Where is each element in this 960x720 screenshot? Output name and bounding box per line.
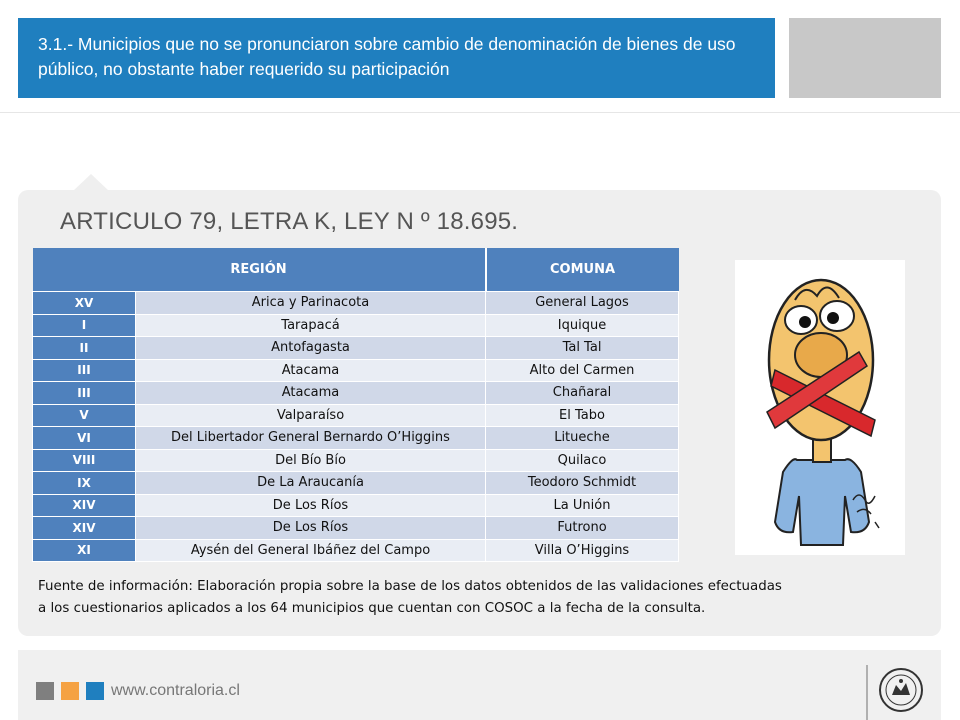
region-name: Valparaíso (136, 404, 486, 427)
region-name: Del Bío Bío (136, 449, 486, 472)
region-name: Aysén del General Ibáñez del Campo (136, 539, 486, 562)
comuna-name: El Tabo (486, 404, 679, 427)
table-row (33, 359, 679, 382)
table-row (33, 517, 679, 540)
gagged-man-cartoon (735, 260, 905, 555)
table-row (33, 382, 679, 405)
region-name: Antofagasta (136, 337, 486, 360)
cartoon-illustration (735, 260, 905, 555)
comuna-name: Tal Tal (486, 337, 679, 360)
region-name: De Los Ríos (136, 494, 486, 517)
table-row (33, 449, 679, 472)
header-region: REGIÓN (33, 248, 486, 292)
region-code: III (33, 359, 136, 382)
region-name: Atacama (136, 359, 486, 382)
footer-divider (866, 665, 868, 720)
region-name: De Los Ríos (136, 517, 486, 540)
header-divider (0, 112, 960, 113)
source-note (38, 576, 898, 620)
slide-title: 3.1.- Municipios que no se pronunciaron sobre cambio de denominación de bienes de uso público, no obstante haber requerido su participación (38, 34, 736, 79)
region-name: Tarapacá (136, 314, 486, 337)
region-name: Del Libertador General Bernardo O’Higgins (136, 427, 486, 450)
table-row (33, 292, 679, 315)
panel-notch (73, 174, 109, 191)
slide-title-box (18, 18, 775, 98)
comuna-name: Villa O’Higgins (486, 539, 679, 562)
region-code: XIV (33, 517, 136, 540)
comuna-name: Teodoro Schmidt (486, 472, 679, 495)
source-line-2: a los cuestionarios aplicados a los 64 municipios que cuentan con COSOC a la fecha de la consulta. (38, 601, 706, 616)
comuna-name: Iquique (486, 314, 679, 337)
region-code: II (33, 337, 136, 360)
comuna-name: Alto del Carmen (486, 359, 679, 382)
table-row (33, 337, 679, 360)
region-code: V (33, 404, 136, 427)
footer-bar (18, 650, 941, 720)
comuna-name: General Lagos (486, 292, 679, 315)
footer-square-orange (61, 682, 79, 700)
region-name: De La Araucanía (136, 472, 486, 495)
contraloria-seal-icon (878, 667, 924, 713)
comuna-name: Quilaco (486, 449, 679, 472)
region-name: Atacama (136, 382, 486, 405)
footer-square-gray (36, 682, 54, 700)
source-line-1: Fuente de información: Elaboración propia sobre la base de los datos obtenidos de las validaciones efectuadas (38, 579, 782, 594)
table-row (33, 404, 679, 427)
municipios-table (32, 248, 679, 562)
region-code: XIV (33, 494, 136, 517)
region-code: VI (33, 427, 136, 450)
footer-square-blue (86, 682, 104, 700)
comuna-name: La Unión (486, 494, 679, 517)
header-comuna: COMUNA (486, 248, 679, 292)
footer-url-link[interactable]: www.contraloria.cl (111, 682, 240, 699)
table-row (33, 427, 679, 450)
region-code: III (33, 382, 136, 405)
region-code: I (33, 314, 136, 337)
comuna-name: Futrono (486, 517, 679, 540)
region-code: VIII (33, 449, 136, 472)
table-row (33, 314, 679, 337)
region-code: XI (33, 539, 136, 562)
section-heading: ARTICULO 79, LETRA K, LEY N º 18.695. (60, 208, 519, 235)
comuna-name: Chañaral (486, 382, 679, 405)
header-gray-block (789, 18, 941, 98)
region-code: XV (33, 292, 136, 315)
comuna-name: Litueche (486, 427, 679, 450)
region-name: Arica y Parinacota (136, 292, 486, 315)
table-row (33, 494, 679, 517)
table-header-row (33, 248, 679, 292)
table-row (33, 472, 679, 495)
region-code: IX (33, 472, 136, 495)
table-row (33, 539, 679, 562)
